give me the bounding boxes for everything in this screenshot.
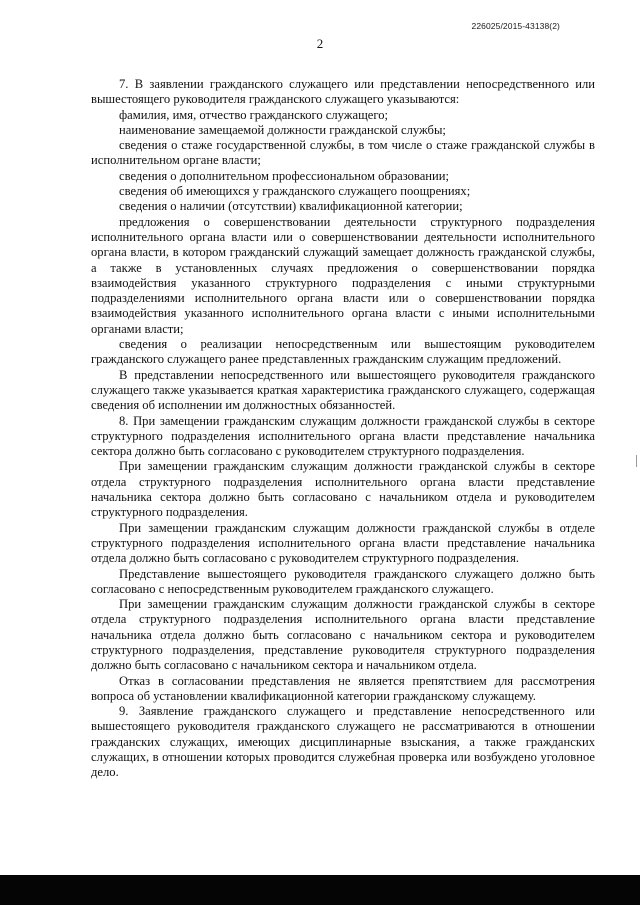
document-body: [91, 77, 595, 781]
paragraph: наименование замещаемой должности гражданской службы;: [119, 122, 446, 137]
paragraph: В представлении непосредственного или вышестоящего руководителя гражданского служащего также указывается краткая характеристика гражданского служащего, содержащая сведения об исполнении им должностных обязанностей.: [91, 367, 595, 413]
paragraph: предложения о совершенствовании деятельности структурного подразделения исполнительного органа власти или о совершенствовании деятельности исполнительного органа власти, в котором гражданский служащий замещает должность гражданской службы, а также в установленных случаях предложения о совершенствовании порядка взаимодействия указанного структурного подразделения с иными структурными подразделениями исполнительного органа власти или о совершенствовании порядка взаимодействия указанного исполнительного органа власти с иными исполнительными органами власти;: [91, 214, 595, 336]
paragraph: 7. В заявлении гражданского служащего или представлении непосредственного или вышестоящего руководителя гражданского служащего указываются:: [91, 77, 595, 107]
paragraph: Представление вышестоящего руководителя гражданского служащего должно быть согласовано с непосредственным руководителем гражданского служащего.: [91, 566, 595, 596]
paragraph: сведения о наличии (отсутствии) квалификационной категории;: [119, 199, 463, 214]
page-number: 2: [316, 36, 324, 51]
document-id: 226025/2015-43138(2): [471, 21, 560, 31]
scan-bottom-border: [0, 875, 640, 905]
paragraph: При замещении гражданским служащим должности гражданской службы в секторе отдела структурного подразделения исполнительного органа власти представление начальника отдела должно быть согласовано с начальником сектора и руководителем структурного подразделения, представление руководителя структурного подразделения должно быть согласовано с начальником сектора и начальником отдела.: [91, 597, 595, 673]
paragraph: сведения об имеющихся у гражданского служащего поощрениях;: [119, 184, 471, 199]
paragraph: сведения о дополнительном профессиональном образовании;: [119, 168, 449, 183]
scan-artifact: [636, 455, 637, 467]
paragraph: сведения о стаже государственной службы, в том числе о стаже гражданской службы в исполнительном органе власти;: [91, 138, 595, 168]
paragraph: фамилия, имя, отчество гражданского служащего;: [119, 107, 389, 122]
paragraph: сведения о реализации непосредственным или вышестоящим руководителем гражданского служащего ранее представленных гражданским служащим предложений.: [91, 337, 595, 367]
paragraph: 8. При замещении гражданским служащим должности гражданской службы в секторе структурного подразделения исполнительного органа власти представление начальника сектора должно быть согласовано с руководителем структурного подразделения.: [91, 413, 595, 459]
paragraph: При замещении гражданским служащим должности гражданской службы в отделе структурного подразделения исполнительного органа власти представление начальника отдела должно быть согласовано с руководителем структурного подразделения.: [91, 520, 595, 566]
paragraph: При замещении гражданским служащим должности гражданской службы в секторе отдела структурного подразделения исполнительного органа власти представление начальника сектора должно быть согласовано с начальником отдела и руководителем структурного подразделения.: [91, 459, 595, 520]
paragraph: Отказ в согласовании представления не является препятствием для рассмотрения вопроса об установлении квалификационной категории гражданскому служащему.: [91, 673, 595, 703]
paragraph: 9. Заявление гражданского служащего и представление непосредственного или вышестоящего руководителя гражданского служащего не рассматриваются в отношении гражданских служащих, имеющих дисциплинарные взыскания, а также гражданских служащих, в отношении которых проводится служебная проверка или возбуждено уголовное дело.: [91, 704, 595, 780]
